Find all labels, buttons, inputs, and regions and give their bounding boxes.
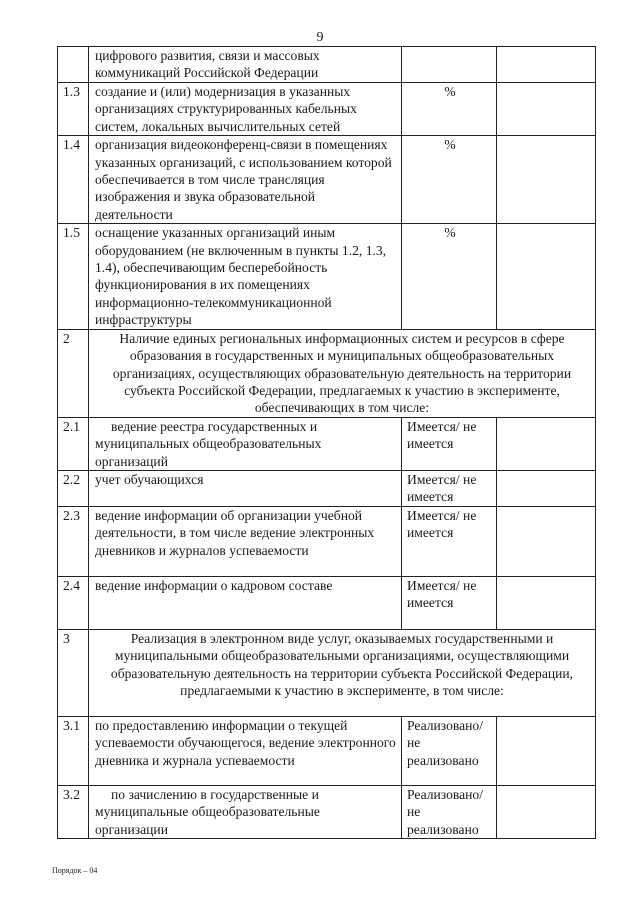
row-unit: Имеется/ не имеется (402, 470, 497, 506)
row-text: ведение реестра государственных и муниципальных общеобразовательных организаций (89, 417, 402, 470)
row-number: 3.1 (58, 716, 89, 785)
row-value-cell (497, 83, 596, 136)
row-value-cell (497, 417, 596, 470)
row-number: 1.3 (58, 83, 89, 136)
row-number: 2.2 (58, 470, 89, 506)
row-text: организация видеоконференц-связи в помещениях указанных организаций, с использованием которой обеспечивается в том числе трансляция изображения и звука образовательной деятельности (89, 136, 402, 224)
row-number: 3 (58, 629, 89, 716)
row-number: 2.4 (58, 576, 89, 629)
table-row (58, 136, 596, 224)
row-unit: Имеется/ не имеется (402, 417, 497, 470)
row-value-cell (497, 716, 596, 785)
row-unit (402, 47, 497, 83)
row-unit: Имеется/ не имеется (402, 506, 497, 576)
footer-note: Порядок – 04 (52, 866, 98, 875)
row-value-cell (497, 470, 596, 506)
table-row (58, 417, 596, 470)
table-row (58, 629, 596, 716)
table-row (58, 785, 596, 838)
row-value-cell (497, 224, 596, 329)
row-text: ведение информации о кадровом составе (89, 576, 402, 629)
section-heading: Наличие единых региональных информационных систем и ресурсов в сфере образования в государственных и муниципальных общеобразовательных организациях, осуществляющих образовательную деятельность на территории субъекта Российской Федерации, предлагаемых к участию в эксперименте, обеспечивающих в том числе: (89, 329, 596, 417)
section-heading: Реализация в электронном виде услуг, оказываемых государственными и муниципальными общеобразовательными организациями, осуществляющими образовательную деятельность на территории субъекта Российской Федерации, предлагаемыми к участию в эксперименте, в том числе: (89, 629, 596, 716)
row-number: 2.3 (58, 506, 89, 576)
table-row (58, 716, 596, 785)
table-row (58, 470, 596, 506)
row-text: по предоставлению информации о текущей успеваемости обучающегося, ведение электронного дневника и журнала успеваемости (89, 716, 402, 785)
row-unit: Реализовано/ не реализовано (402, 785, 497, 838)
table-row (58, 576, 596, 629)
row-unit: % (402, 136, 497, 224)
row-number: 2 (58, 329, 89, 417)
row-value-cell (497, 506, 596, 576)
table-row (58, 224, 596, 329)
indicators-table (57, 46, 596, 839)
table-row (58, 47, 596, 83)
row-value-cell (497, 576, 596, 629)
row-text: оснащение указанных организаций иным оборудованием (не включенным в пункты 1.2, 1.3, 1.4), обеспечивающим бесперебойность функционирования в их помещениях информационно-телекоммуникационной инфраструктуры (89, 224, 402, 329)
row-number: 3.2 (58, 785, 89, 838)
row-value-cell (497, 136, 596, 224)
row-text: ведение информации об организации учебной деятельности, в том числе ведение электронных дневников и журналов успеваемости (89, 506, 402, 576)
page-number: 9 (316, 30, 324, 45)
row-text: учет обучающихся (89, 470, 402, 506)
row-text: создание и (или) модернизация в указанных организациях структурированных кабельных систем, локальных вычислительных сетей (89, 83, 402, 136)
table-row (58, 329, 596, 417)
row-number: 1.4 (58, 136, 89, 224)
row-unit: % (402, 83, 497, 136)
row-text: по зачислению в государственные и муниципальные общеобразовательные организации (89, 785, 402, 838)
row-unit: Реализовано/ не реализовано (402, 716, 497, 785)
row-number: 1.5 (58, 224, 89, 329)
row-unit: Имеется/ не имеется (402, 576, 497, 629)
row-text: цифрового развития, связи и массовых коммуникаций Российской Федерации (89, 47, 402, 83)
row-number: 2.1 (58, 417, 89, 470)
row-value-cell (497, 785, 596, 838)
table-row (58, 506, 596, 576)
row-number (58, 47, 89, 83)
row-value-cell (497, 47, 596, 83)
row-unit: % (402, 224, 497, 329)
table-row (58, 83, 596, 136)
